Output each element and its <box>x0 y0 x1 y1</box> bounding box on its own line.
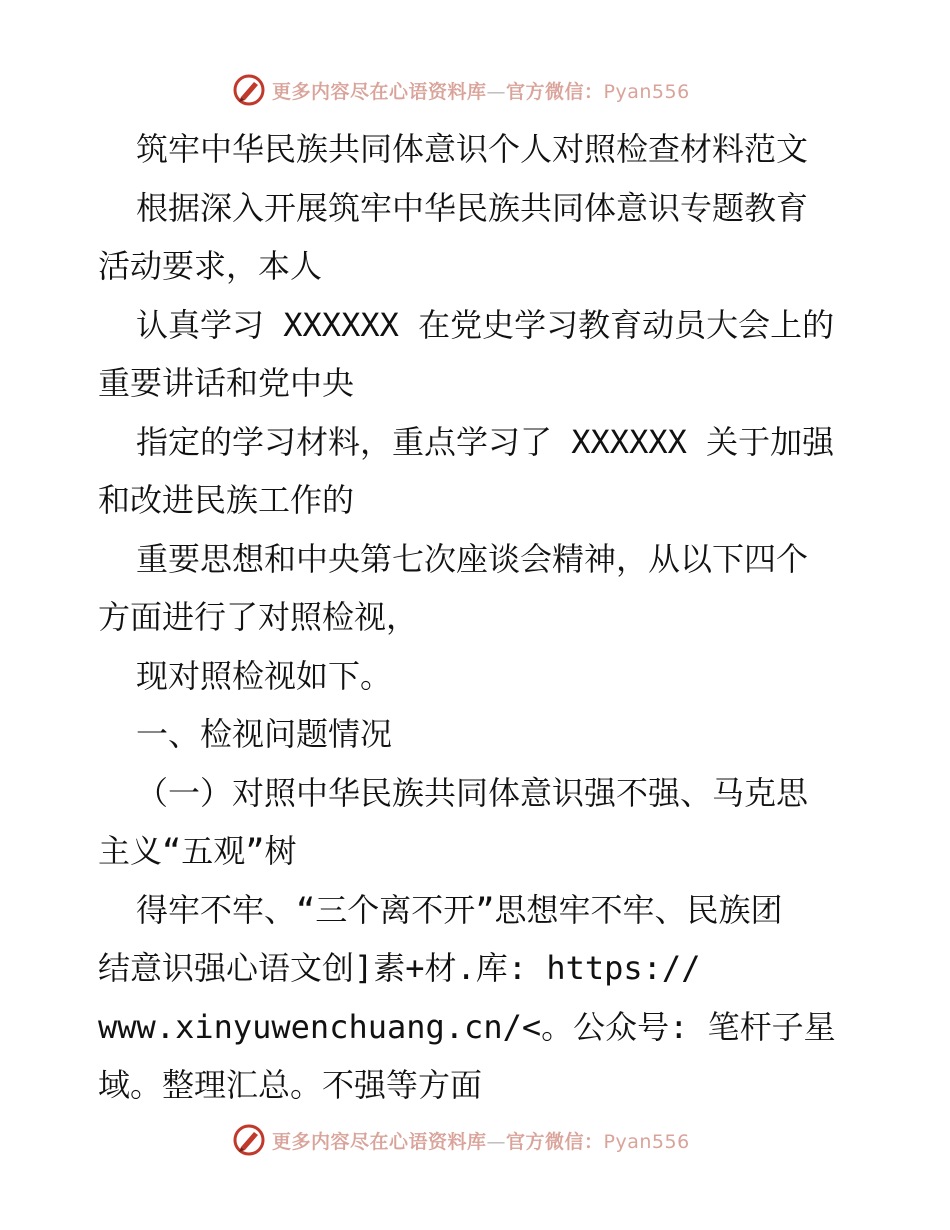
paragraph-line: 根据深入开展筑牢中华民族共同体意识专题教育 <box>136 188 809 227</box>
paragraph-line: 重要讲话和党中央 <box>98 364 355 402</box>
paragraph-line: 指定的学习材料，重点学习了 XXXXXX 关于加强 <box>136 422 835 461</box>
footer-banner-title: 更多内容尽在心语资料库 <box>272 1130 487 1153</box>
paragraph-line: www.xinyuwenchuang.cn/<。公众号: 笔杆子星 <box>98 1007 836 1046</box>
pen-logo-icon <box>232 73 266 107</box>
paragraph-line: 活动要求，本人 <box>98 247 323 285</box>
paragraph-line: 重要思想和中央第七次座谈会精神，从以下四个 <box>136 539 809 578</box>
header-banner-official: 官方微信： <box>506 80 604 103</box>
paragraph-line: 主义“五观”树 <box>98 832 297 870</box>
footer-banner-text <box>272 1127 690 1154</box>
footer-banner-separator: — <box>486 1130 507 1153</box>
header-banner-separator: — <box>486 80 507 103</box>
paragraph-line: 结意识强心语文创]素+材.库: https:// <box>98 949 701 987</box>
paragraph-line: 现对照检视如下。 <box>136 656 393 695</box>
paragraph-line: 认真学习 XXXXXX 在党史学习教育动员大会上的 <box>136 305 835 344</box>
footer-banner-handle: Pyan556 <box>603 1130 690 1153</box>
paragraph-line: 方面进行了对照检视， <box>98 598 419 636</box>
document-body <box>98 120 858 1115</box>
pen-logo-icon <box>232 1123 266 1157</box>
document-title: 筑牢中华民族共同体意识个人对照检查材料范文 <box>136 130 809 168</box>
header-banner <box>232 70 732 110</box>
footer-banner-official: 官方微信： <box>506 1130 604 1153</box>
footer-banner <box>232 1120 732 1160</box>
paragraph-line: 域。整理汇总。不强等方面 <box>98 1066 483 1104</box>
header-banner-title: 更多内容尽在心语资料库 <box>272 80 487 103</box>
header-banner-handle: Pyan556 <box>603 80 690 103</box>
paragraph-line: 得牢不牢、“三个离不开”思想牢不牢、民族团 <box>136 890 783 929</box>
section-heading: 一、检视问题情况 <box>136 715 393 753</box>
paragraph-line: 和改进民族工作的 <box>98 481 355 519</box>
subsection-heading: （一）对照中华民族共同体意识强不强、马克思 <box>136 773 809 812</box>
header-banner-text <box>272 77 690 104</box>
